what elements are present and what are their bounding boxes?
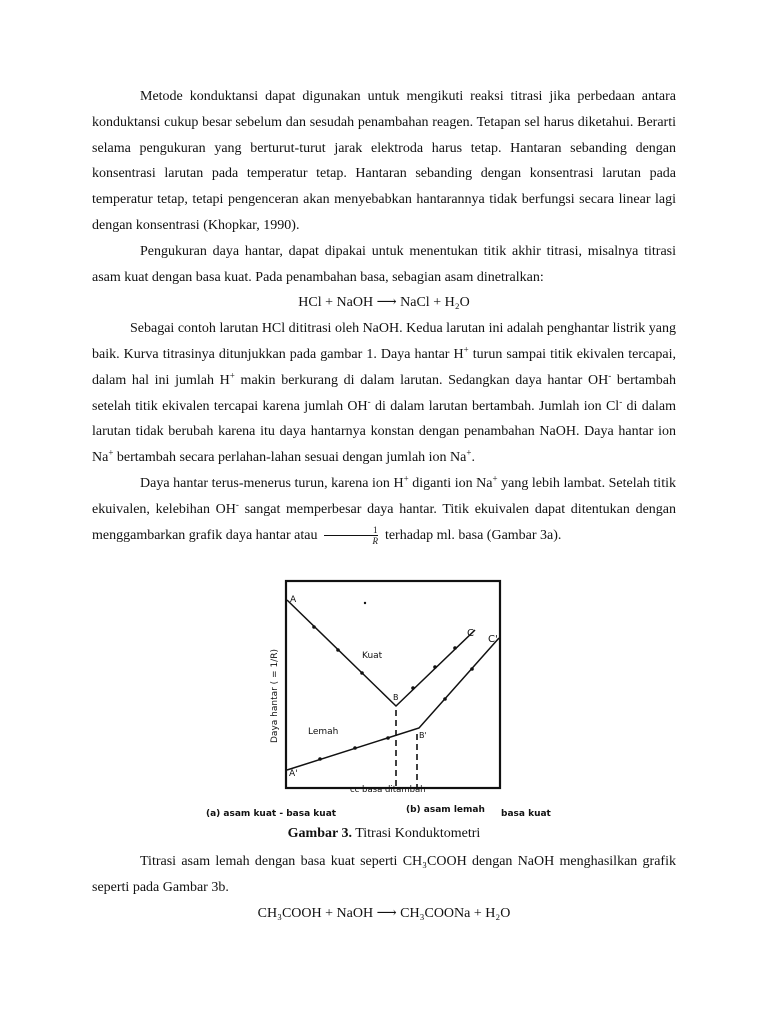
p4-text-b: diganti ion Na — [408, 475, 493, 491]
p3-text-e: di dalam larutan bertambah. Jumlah ion Cl — [370, 398, 620, 414]
equation-1: HCl + NaOH ⟶ NaCl + H₂O — [298, 295, 470, 311]
label-kuat: Kuat — [362, 651, 383, 661]
point-lemah — [386, 736, 390, 740]
y-axis-label: Daya hantar ( = 1/R) — [270, 649, 280, 743]
point-kuat — [360, 671, 364, 675]
x-axis-label: cc basa ditambah — [350, 785, 426, 795]
point-kuat — [453, 646, 457, 650]
label-a-prime: A' — [289, 769, 298, 779]
fraction-numerator: 1 — [324, 525, 379, 536]
label-c: C — [467, 628, 474, 639]
p3-text-f: di dalam larutan tidak berubah karena itu daya hantarnya konstan dengan penambahan NaOH. Daya hantar ion Na — [92, 398, 676, 466]
sup-minus: - — [367, 395, 371, 406]
p3-text-a: Sebagai contoh larutan HCl dititrasi oleh NaOH. Kedua larutan ini adalah penghantar listrik yang baik. Kurva titrasinya ditunjukkan pada gambar 1. Daya hantar H — [92, 321, 676, 362]
document-body-bottom — [92, 849, 676, 926]
equation-2: CH₃COOH + NaOH ⟶ CH₃COONa + H₂O — [257, 905, 511, 921]
p4-text-a: Daya hantar terus-menerus turun, karena ion H — [140, 475, 404, 491]
sup-plus: + — [466, 447, 472, 458]
document-body — [92, 84, 676, 548]
p3-text-h: . — [471, 450, 475, 466]
fraction-1-over-r — [324, 525, 379, 546]
p3-text-b: turun sampai titik ekivalen tercapai, dalam hal ini jumlah H — [92, 346, 676, 388]
sup-plus: + — [403, 473, 409, 484]
sup-minus: - — [619, 395, 623, 406]
label-b: B — [393, 693, 399, 702]
point-kuat — [336, 648, 340, 652]
p3-text-g: bertambah secara perlahan-lahan sesuai dengan jumlah ion Na — [113, 450, 467, 466]
p4-text-c: yang lebih lambat. Setelah titik ekuivalen, kelebihan OH — [92, 475, 676, 517]
p4-text-e: terhadap ml. basa (Gambar 3a). — [381, 527, 562, 543]
paragraph-1: Metode konduktansi dapat digunakan untuk mengikuti reaksi titrasi jika perbedaan antara konduktansi cukup besar sebelum dan sesudah penambahan reagen. Tetapan sel harus diketahui. Berarti selama pengukuran yang berturut-turut jarak elektroda harus tetap. Hantaran sebanding dengan konsentrasi larutan pada temperatur tetap. Hantaran sebanding dengan konsentrasi larutan pada temperatur tetap, tetapi pengenceran akan menyebabkan hantarannya tidak berfungsi secara linear lagi dengan konsentrasi (Khopkar, 1990). — [92, 89, 676, 233]
stray-dot — [364, 602, 366, 604]
sup-plus: + — [108, 447, 114, 458]
point-kuat — [433, 665, 437, 669]
fraction-denominator: R — [372, 535, 378, 546]
paragraph-3 — [92, 316, 676, 471]
figure-caption — [0, 826, 768, 842]
paragraph-2: Pengukuran daya hantar, dapat dipakai untuk menentukan titik akhir titrasi, misalnya titrasi asam kuat dengan basa kuat. Pada penambahan basa, sebagian asam dinetralkan: — [92, 243, 676, 285]
sup-plus: + — [492, 473, 498, 484]
label-b-prime: B' — [419, 731, 427, 740]
p4-text-d: sangat memperbesar daya hantar. Titik ekuivalen dapat ditentukan dengan menggambarkan grafik daya hantar atau — [92, 501, 676, 543]
sup-minus: - — [608, 370, 612, 381]
subcaption-b: (b) asam lemah — [406, 805, 485, 815]
caption-text: Titrasi Konduktometri — [351, 826, 481, 841]
point-kuat — [411, 686, 415, 690]
paragraph-5: Titrasi asam lemah dengan basa kuat seperti CH₃COOH dengan NaOH menghasilkan grafik seperti pada Gambar 3b. — [92, 854, 676, 895]
sup-minus: - — [235, 499, 239, 510]
p3-text-c: makin berkurang di dalam larutan. Sedangkan daya hantar OH — [234, 372, 609, 388]
label-a: A — [290, 595, 297, 605]
caption-label: Gambar 3. — [287, 826, 352, 841]
subcaption-a: (a) asam kuat - basa kuat — [206, 809, 337, 819]
point-lemah — [318, 757, 322, 761]
titration-figure — [200, 578, 570, 828]
titration-graph — [200, 578, 570, 828]
paragraph-4 — [92, 471, 676, 548]
point-lemah — [443, 697, 447, 701]
graph-frame — [286, 581, 500, 788]
label-lemah: Lemah — [308, 727, 339, 737]
subcaption-b2: basa kuat — [501, 809, 551, 819]
p3-text-d: bertambah setelah titik ekivalen tercapai karena jumlah OH — [92, 372, 676, 414]
sup-plus: + — [463, 344, 469, 355]
label-c-prime: C' — [488, 634, 498, 645]
point-lemah — [353, 746, 357, 750]
point-lemah — [470, 667, 474, 671]
point-kuat — [312, 625, 316, 629]
sup-plus: + — [229, 370, 235, 381]
